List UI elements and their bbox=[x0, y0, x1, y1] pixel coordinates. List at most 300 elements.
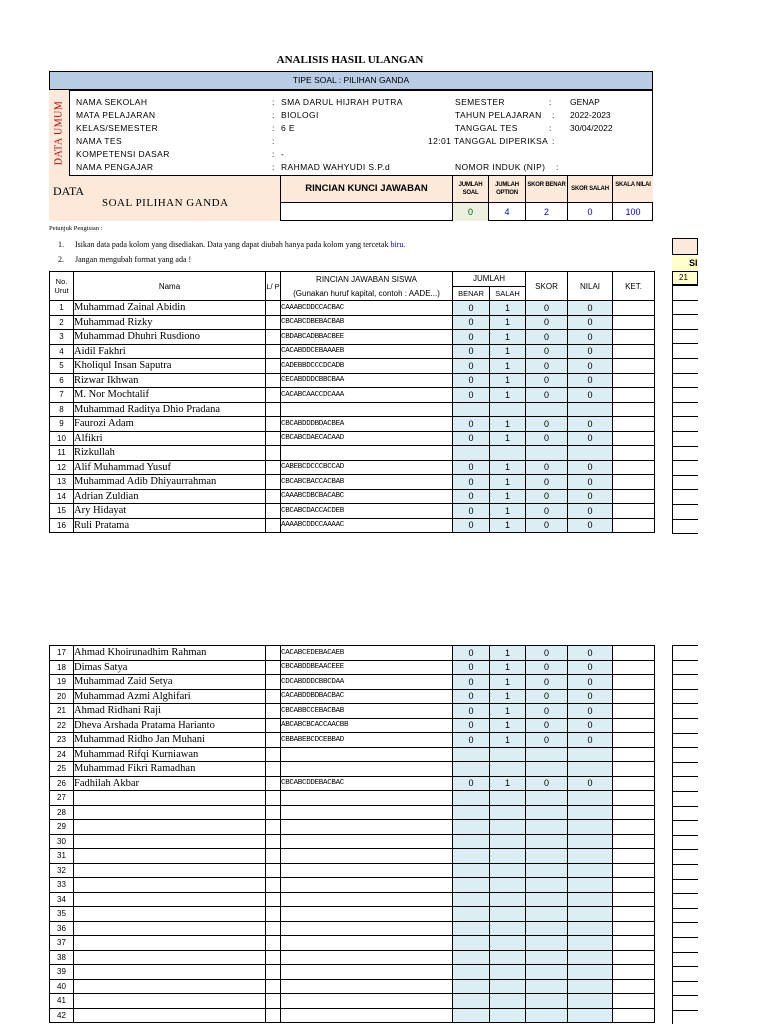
row-nilai: 0 bbox=[568, 733, 613, 748]
header-skor-benar: SKOR BENAR bbox=[526, 176, 568, 203]
row-salah bbox=[490, 849, 526, 864]
row-skor bbox=[526, 936, 568, 951]
row-lp[interactable] bbox=[266, 431, 281, 446]
row-lp[interactable] bbox=[266, 446, 281, 461]
row-nama[interactable] bbox=[74, 950, 266, 965]
row-benar: 0 bbox=[453, 373, 490, 388]
row-nama[interactable]: Adrian Zuldian bbox=[74, 489, 266, 504]
row-nama[interactable] bbox=[74, 979, 266, 994]
table-row bbox=[50, 504, 655, 519]
table-row bbox=[50, 950, 655, 965]
row-salah bbox=[490, 747, 526, 762]
rincian-kunci-input[interactable] bbox=[281, 203, 453, 221]
row-nama[interactable]: Aidil Fakhri bbox=[74, 344, 266, 359]
row-ket[interactable] bbox=[613, 301, 655, 316]
row-salah: 1 bbox=[490, 733, 526, 748]
row-nama[interactable] bbox=[74, 907, 266, 922]
row-skor: 0 bbox=[526, 704, 568, 719]
row-nama[interactable]: M. Nor Mochtalif bbox=[74, 388, 266, 403]
student-table-page-1 bbox=[49, 271, 655, 533]
row-salah: 1 bbox=[490, 718, 526, 733]
row-ket[interactable] bbox=[613, 965, 655, 980]
row-no: 15 bbox=[50, 504, 74, 519]
row-lp[interactable] bbox=[266, 805, 281, 820]
row-ket[interactable] bbox=[613, 489, 655, 504]
row-benar bbox=[453, 805, 490, 820]
row-jawaban[interactable] bbox=[281, 979, 453, 994]
row-nama[interactable]: Muhammad Dhuhri Rusdiono bbox=[74, 330, 266, 345]
row-no: 5 bbox=[50, 359, 74, 374]
row-nama[interactable] bbox=[74, 820, 266, 835]
row-jawaban[interactable]: ABCABCBCACCAACBB bbox=[281, 718, 453, 733]
row-nama[interactable]: Rizkullah bbox=[74, 446, 266, 461]
row-nama[interactable]: Rizwar Ikhwan bbox=[74, 373, 266, 388]
row-skor bbox=[526, 791, 568, 806]
row-no: 12 bbox=[50, 460, 74, 475]
row-ket[interactable] bbox=[613, 892, 655, 907]
row-ket[interactable] bbox=[613, 907, 655, 922]
row-no: 29 bbox=[50, 820, 74, 835]
row-lp[interactable] bbox=[266, 834, 281, 849]
row-jawaban[interactable]: CBCABDDDBDACBEA bbox=[281, 417, 453, 432]
row-no: 27 bbox=[50, 791, 74, 806]
row-jawaban[interactable]: CADEBBDCCCDCADB bbox=[281, 359, 453, 374]
row-jawaban[interactable] bbox=[281, 907, 453, 922]
row-benar: 0 bbox=[453, 733, 490, 748]
row-ket[interactable] bbox=[613, 675, 655, 690]
row-no: 34 bbox=[50, 892, 74, 907]
info-value-pengajar[interactable]: RAHMAD WAHYUDI S.P.d bbox=[281, 162, 391, 172]
row-ket[interactable] bbox=[613, 518, 655, 533]
row-nama[interactable] bbox=[74, 863, 266, 878]
info-label-kompetensi: KOMPETENSI DASAR bbox=[76, 149, 170, 159]
header-ket: KET. bbox=[613, 272, 655, 301]
row-jawaban[interactable] bbox=[281, 747, 453, 762]
row-jawaban[interactable]: CACABDDCEBAAAEB bbox=[281, 344, 453, 359]
row-nilai: 0 bbox=[568, 675, 613, 690]
info-value-nama-sekolah[interactable]: SMA DARUL HIJRAH PUTRA bbox=[281, 97, 403, 107]
row-lp[interactable] bbox=[266, 718, 281, 733]
row-lp[interactable] bbox=[266, 344, 281, 359]
row-nama[interactable]: Ruli Pratama bbox=[74, 518, 266, 533]
row-nama[interactable]: Muhammad Azmi Alghifari bbox=[74, 689, 266, 704]
row-nama[interactable]: Muhammad Ridho Jan Muhani bbox=[74, 733, 266, 748]
row-jawaban[interactable] bbox=[281, 878, 453, 893]
row-ket[interactable] bbox=[613, 820, 655, 835]
row-jawaban[interactable] bbox=[281, 965, 453, 980]
row-salah: 1 bbox=[490, 301, 526, 316]
row-benar: 0 bbox=[453, 475, 490, 490]
data-title: DATA bbox=[53, 184, 85, 198]
value-jumlah-option[interactable]: 4 bbox=[489, 203, 526, 221]
row-lp[interactable] bbox=[266, 417, 281, 432]
info-label-kelas: KELAS/SEMESTER bbox=[76, 123, 159, 133]
row-jawaban[interactable] bbox=[281, 1008, 453, 1023]
row-jawaban[interactable]: CBCABBCCEBACBAB bbox=[281, 704, 453, 719]
row-lp[interactable] bbox=[266, 518, 281, 533]
row-benar bbox=[453, 921, 490, 936]
row-jawaban[interactable]: CBCABCDAECACAAD bbox=[281, 431, 453, 446]
row-ket[interactable] bbox=[613, 402, 655, 417]
row-skor: 0 bbox=[526, 675, 568, 690]
row-ket[interactable] bbox=[613, 747, 655, 762]
row-nilai: 0 bbox=[568, 518, 613, 533]
row-lp[interactable] bbox=[266, 849, 281, 864]
row-lp[interactable] bbox=[266, 791, 281, 806]
row-benar: 0 bbox=[453, 704, 490, 719]
row-lp[interactable] bbox=[266, 388, 281, 403]
row-salah: 1 bbox=[490, 518, 526, 533]
info-label-nama-tes: NAMA TES bbox=[76, 136, 123, 146]
row-jawaban[interactable]: CBBABEBCDCEBBAD bbox=[281, 733, 453, 748]
table-row bbox=[50, 921, 655, 936]
row-salah bbox=[490, 965, 526, 980]
row-salah: 1 bbox=[490, 373, 526, 388]
row-ket[interactable] bbox=[613, 878, 655, 893]
row-nama[interactable]: Ahmad Ridhani Raji bbox=[74, 704, 266, 719]
row-lp[interactable] bbox=[266, 950, 281, 965]
row-jawaban[interactable]: CBCABDDBEAACEEE bbox=[281, 660, 453, 675]
row-jawaban[interactable]: CBCABCDDEBACBAC bbox=[281, 776, 453, 791]
row-nama[interactable]: Muhammad Zaid Setya bbox=[74, 675, 266, 690]
row-nilai: 0 bbox=[568, 359, 613, 374]
row-benar bbox=[453, 878, 490, 893]
row-ket[interactable] bbox=[613, 863, 655, 878]
row-benar bbox=[453, 863, 490, 878]
row-benar bbox=[453, 791, 490, 806]
row-nama[interactable] bbox=[74, 849, 266, 864]
row-lp[interactable] bbox=[266, 675, 281, 690]
row-lp[interactable] bbox=[266, 921, 281, 936]
header-salah: SALAH bbox=[490, 286, 526, 301]
row-lp[interactable] bbox=[266, 747, 281, 762]
row-nama[interactable] bbox=[74, 805, 266, 820]
row-nama[interactable]: Muhammad Rifqi Kurniawan bbox=[74, 747, 266, 762]
row-nilai bbox=[568, 965, 613, 980]
info-label-tanggal-tes: TANGGAL TES bbox=[455, 123, 518, 133]
row-lp[interactable] bbox=[266, 330, 281, 345]
row-salah: 1 bbox=[490, 344, 526, 359]
row-no: 41 bbox=[50, 994, 74, 1009]
row-ket[interactable] bbox=[613, 660, 655, 675]
row-nilai: 0 bbox=[568, 315, 613, 330]
row-lp[interactable] bbox=[266, 373, 281, 388]
info-value-kelas[interactable]: 6 E bbox=[281, 123, 295, 133]
row-jawaban[interactable] bbox=[281, 762, 453, 777]
row-lp[interactable] bbox=[266, 689, 281, 704]
row-nama[interactable]: Ary Hidayat bbox=[74, 504, 266, 519]
row-lp[interactable] bbox=[266, 402, 281, 417]
row-ket[interactable] bbox=[613, 1008, 655, 1023]
row-lp[interactable] bbox=[266, 979, 281, 994]
table-row bbox=[50, 660, 655, 675]
row-nama[interactable] bbox=[74, 791, 266, 806]
row-benar: 0 bbox=[453, 675, 490, 690]
row-ket[interactable] bbox=[613, 330, 655, 345]
info-value-kompetensi[interactable]: - bbox=[281, 149, 285, 159]
row-skor: 0 bbox=[526, 475, 568, 490]
row-jawaban[interactable] bbox=[281, 994, 453, 1009]
row-nilai bbox=[568, 936, 613, 951]
row-lp[interactable] bbox=[266, 359, 281, 374]
row-ket[interactable] bbox=[613, 388, 655, 403]
row-nama[interactable]: Kholiqul Insan Saputra bbox=[74, 359, 266, 374]
row-lp[interactable] bbox=[266, 315, 281, 330]
row-nama[interactable] bbox=[74, 878, 266, 893]
row-ket[interactable] bbox=[613, 994, 655, 1009]
row-skor: 0 bbox=[526, 431, 568, 446]
row-lp[interactable] bbox=[266, 460, 281, 475]
row-jawaban[interactable] bbox=[281, 892, 453, 907]
row-no: 6 bbox=[50, 373, 74, 388]
row-ket[interactable] bbox=[613, 344, 655, 359]
row-no: 40 bbox=[50, 979, 74, 994]
row-jawaban[interactable]: CBCABCDACCACDEB bbox=[281, 504, 453, 519]
row-nama[interactable] bbox=[74, 1008, 266, 1023]
row-nama[interactable] bbox=[74, 834, 266, 849]
row-no: 39 bbox=[50, 965, 74, 980]
row-nama[interactable] bbox=[74, 965, 266, 980]
row-ket[interactable] bbox=[613, 791, 655, 806]
row-ket[interactable] bbox=[613, 950, 655, 965]
row-ket[interactable] bbox=[613, 762, 655, 777]
row-jawaban[interactable]: CBDABCADBBACBEE bbox=[281, 330, 453, 345]
row-salah bbox=[490, 1008, 526, 1023]
table-row bbox=[50, 330, 655, 345]
row-nilai bbox=[568, 820, 613, 835]
row-lp[interactable] bbox=[266, 863, 281, 878]
row-skor bbox=[526, 1008, 568, 1023]
row-ket[interactable] bbox=[613, 704, 655, 719]
row-lp[interactable] bbox=[266, 965, 281, 980]
row-lp[interactable] bbox=[266, 475, 281, 490]
row-no: 42 bbox=[50, 1008, 74, 1023]
table-row bbox=[50, 675, 655, 690]
info-value-mata-pelajaran[interactable]: BIOLOGI bbox=[281, 110, 319, 120]
rincian-kunci-header: RINCIAN KUNCI JAWABAN bbox=[281, 176, 453, 203]
row-jawaban[interactable] bbox=[281, 849, 453, 864]
row-salah: 1 bbox=[490, 675, 526, 690]
header-no-urut: No. Urut bbox=[50, 272, 74, 301]
row-salah bbox=[490, 863, 526, 878]
row-jawaban[interactable]: CACABCEDEBACAEB bbox=[281, 646, 453, 661]
row-nama[interactable]: Ahmad Khoirunadhim Rahman bbox=[74, 646, 266, 661]
header-jumlah-option: JUMLAH OPTION bbox=[489, 176, 526, 203]
row-jawaban[interactable] bbox=[281, 446, 453, 461]
info-label-mata-pelajaran: MATA PELAJARAN bbox=[76, 110, 156, 120]
row-ket[interactable] bbox=[613, 446, 655, 461]
row-ket[interactable] bbox=[613, 417, 655, 432]
row-salah: 1 bbox=[490, 704, 526, 719]
row-nama[interactable]: Muhammad Raditya Dhio Pradana bbox=[74, 402, 266, 417]
table-row bbox=[50, 892, 655, 907]
row-nilai: 0 bbox=[568, 689, 613, 704]
row-jawaban[interactable]: CBCABCDBEBACBAB bbox=[281, 315, 453, 330]
row-ket[interactable] bbox=[613, 646, 655, 661]
row-jawaban[interactable]: CAAABCDDCCACBAC bbox=[281, 301, 453, 316]
row-nama[interactable] bbox=[74, 921, 266, 936]
row-nama[interactable]: Muhammad Zainal Abidin bbox=[74, 301, 266, 316]
row-jawaban[interactable] bbox=[281, 834, 453, 849]
row-no: 24 bbox=[50, 747, 74, 762]
row-lp[interactable] bbox=[266, 820, 281, 835]
table-row bbox=[50, 373, 655, 388]
data-umum-label bbox=[49, 90, 70, 176]
row-lp[interactable] bbox=[266, 1008, 281, 1023]
row-benar: 0 bbox=[453, 776, 490, 791]
row-ket[interactable] bbox=[613, 805, 655, 820]
table-row bbox=[50, 417, 655, 432]
row-ket[interactable] bbox=[613, 718, 655, 733]
row-no: 38 bbox=[50, 950, 74, 965]
info-value-tahun[interactable]: 2022-2023 bbox=[570, 110, 611, 120]
row-benar: 0 bbox=[453, 504, 490, 519]
row-lp[interactable] bbox=[266, 646, 281, 661]
row-skor bbox=[526, 446, 568, 461]
row-nama[interactable]: Muhammad Adib Dhiyaurrahman bbox=[74, 475, 266, 490]
row-jawaban[interactable] bbox=[281, 791, 453, 806]
row-ket[interactable] bbox=[613, 921, 655, 936]
row-ket[interactable] bbox=[613, 431, 655, 446]
table-row bbox=[50, 965, 655, 980]
row-lp[interactable] bbox=[266, 504, 281, 519]
data-subtitle: SOAL PILIHAN GANDA bbox=[102, 197, 229, 209]
row-skor bbox=[526, 849, 568, 864]
row-skor: 0 bbox=[526, 388, 568, 403]
row-skor bbox=[526, 907, 568, 922]
row-jawaban[interactable]: CDCABDDDCBBCDAA bbox=[281, 675, 453, 690]
header-rincian-sub: (Gunakan huruf kapital, contoh : AADE...) bbox=[281, 286, 453, 301]
row-ket[interactable] bbox=[613, 834, 655, 849]
row-lp[interactable] bbox=[266, 301, 281, 316]
info-label-semester: SEMESTER bbox=[455, 97, 505, 107]
row-lp[interactable] bbox=[266, 704, 281, 719]
row-ket[interactable] bbox=[613, 315, 655, 330]
row-nama[interactable]: Muhammad Rizky bbox=[74, 315, 266, 330]
row-benar: 0 bbox=[453, 460, 490, 475]
header-skor-salah: SKOR SALAH bbox=[568, 176, 613, 203]
row-lp[interactable] bbox=[266, 878, 281, 893]
row-no: 14 bbox=[50, 489, 74, 504]
row-lp[interactable] bbox=[266, 489, 281, 504]
row-benar bbox=[453, 849, 490, 864]
value-skor-benar[interactable]: 2 bbox=[526, 203, 568, 221]
row-ket[interactable] bbox=[613, 936, 655, 951]
student-table-page-2 bbox=[49, 645, 655, 1023]
row-nama[interactable]: Alif Muhammad Yusuf bbox=[74, 460, 266, 475]
row-nama[interactable] bbox=[74, 892, 266, 907]
row-jawaban[interactable]: CAAABCDBCBACABC bbox=[281, 489, 453, 504]
row-no: 33 bbox=[50, 878, 74, 893]
row-ket[interactable] bbox=[613, 373, 655, 388]
row-ket[interactable] bbox=[613, 475, 655, 490]
row-benar: 0 bbox=[453, 344, 490, 359]
row-lp[interactable] bbox=[266, 907, 281, 922]
row-ket[interactable] bbox=[613, 689, 655, 704]
row-jawaban[interactable] bbox=[281, 921, 453, 936]
row-salah: 1 bbox=[490, 359, 526, 374]
row-skor: 0 bbox=[526, 518, 568, 533]
row-nilai: 0 bbox=[568, 344, 613, 359]
row-skor bbox=[526, 979, 568, 994]
row-jawaban[interactable]: CACABCAACCDCAAA bbox=[281, 388, 453, 403]
row-lp[interactable] bbox=[266, 892, 281, 907]
row-benar: 0 bbox=[453, 518, 490, 533]
row-jawaban[interactable] bbox=[281, 402, 453, 417]
row-jawaban[interactable]: CACABDDBDBACBAC bbox=[281, 689, 453, 704]
row-lp[interactable] bbox=[266, 936, 281, 951]
row-nilai bbox=[568, 1008, 613, 1023]
row-nama[interactable]: Faurozi Adam bbox=[74, 417, 266, 432]
row-nama[interactable]: Muhammad Fikri Ramadhan bbox=[74, 762, 266, 777]
row-nama[interactable] bbox=[74, 994, 266, 1009]
row-benar bbox=[453, 762, 490, 777]
row-skor bbox=[526, 878, 568, 893]
row-jawaban[interactable]: CABEBCDCCCBCCAD bbox=[281, 460, 453, 475]
row-lp[interactable] bbox=[266, 776, 281, 791]
header-nama: Nama bbox=[74, 272, 266, 301]
row-no: 30 bbox=[50, 834, 74, 849]
row-nama[interactable]: Dheva Arshada Pratama Harianto bbox=[74, 718, 266, 733]
row-nama[interactable]: Dimas Satya bbox=[74, 660, 266, 675]
row-nama[interactable] bbox=[74, 936, 266, 951]
row-skor: 0 bbox=[526, 460, 568, 475]
row-lp[interactable] bbox=[266, 733, 281, 748]
row-ket[interactable] bbox=[613, 776, 655, 791]
row-jawaban[interactable] bbox=[281, 805, 453, 820]
row-jawaban[interactable] bbox=[281, 936, 453, 951]
row-jawaban[interactable]: AAAABCDDCCAAAAC bbox=[281, 518, 453, 533]
row-nama[interactable]: Fadhilah Akbar bbox=[74, 776, 266, 791]
row-skor bbox=[526, 762, 568, 777]
row-nilai: 0 bbox=[568, 475, 613, 490]
value-skala-nilai[interactable]: 100 bbox=[625, 207, 641, 217]
row-lp[interactable] bbox=[266, 762, 281, 777]
row-lp[interactable] bbox=[266, 660, 281, 675]
row-no: 20 bbox=[50, 689, 74, 704]
row-salah: 1 bbox=[490, 660, 526, 675]
row-nilai bbox=[568, 878, 613, 893]
row-ket[interactable] bbox=[613, 979, 655, 994]
row-jawaban[interactable] bbox=[281, 863, 453, 878]
table-row bbox=[50, 489, 655, 504]
row-ket[interactable] bbox=[613, 849, 655, 864]
row-nilai bbox=[568, 805, 613, 820]
header-benar: BENAR bbox=[453, 286, 490, 301]
row-nilai: 0 bbox=[568, 330, 613, 345]
info-value-tanggal-tes[interactable]: 30/04/2022 bbox=[570, 123, 613, 133]
row-jawaban[interactable]: CECABDDDCBBCBAA bbox=[281, 373, 453, 388]
row-nilai bbox=[568, 907, 613, 922]
row-no: 25 bbox=[50, 762, 74, 777]
table-row bbox=[50, 344, 655, 359]
row-jawaban[interactable] bbox=[281, 820, 453, 835]
row-ket[interactable] bbox=[613, 504, 655, 519]
row-ket[interactable] bbox=[613, 460, 655, 475]
row-jawaban[interactable]: CBCABCBACCACBAB bbox=[281, 475, 453, 490]
row-skor: 0 bbox=[526, 718, 568, 733]
row-nilai: 0 bbox=[568, 388, 613, 403]
info-value-semester[interactable]: GENAP bbox=[570, 97, 600, 107]
row-benar: 0 bbox=[453, 689, 490, 704]
row-jawaban[interactable] bbox=[281, 950, 453, 965]
header-jumlah-soal: JUMLAH SOAL bbox=[453, 176, 489, 203]
row-ket[interactable] bbox=[613, 359, 655, 374]
row-lp[interactable] bbox=[266, 994, 281, 1009]
value-skor-salah[interactable]: 0 bbox=[568, 203, 613, 221]
row-ket[interactable] bbox=[613, 733, 655, 748]
row-nama[interactable]: Alfikri bbox=[74, 431, 266, 446]
